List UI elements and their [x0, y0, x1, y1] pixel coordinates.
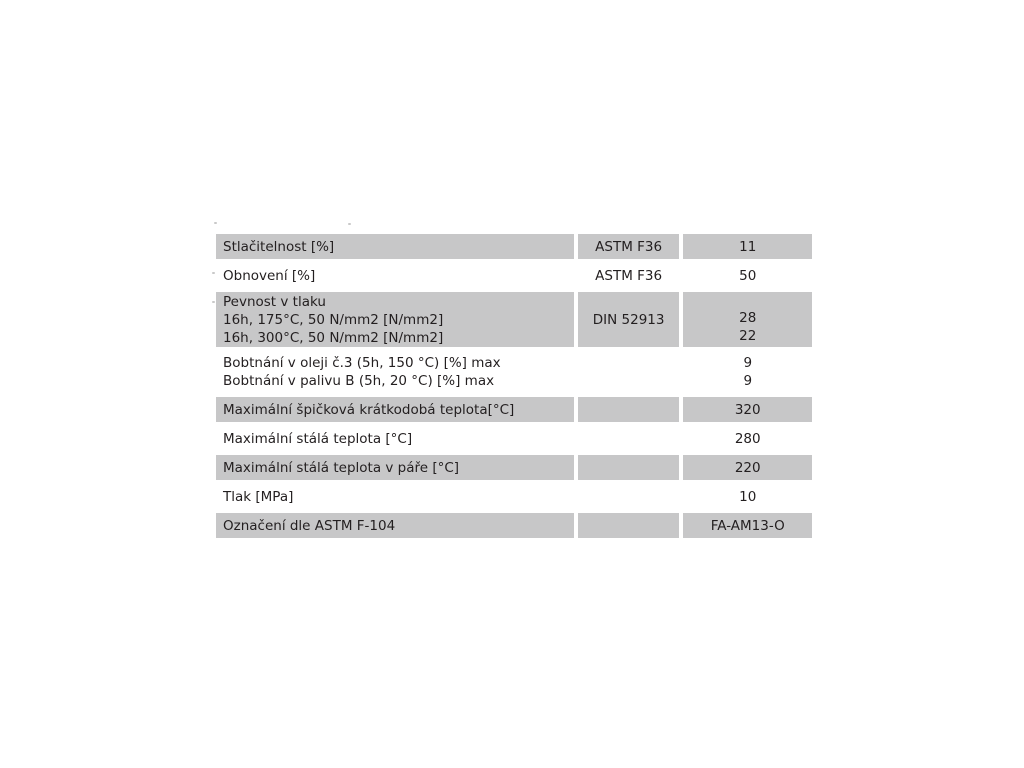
standard-cell: [578, 426, 680, 451]
value-text: 220: [734, 459, 761, 476]
standard-cell: [578, 484, 680, 509]
table-row: [216, 513, 812, 538]
standard-cell: [578, 397, 680, 422]
value-cell: [683, 397, 812, 422]
property-text: Maximální stálá teplota [°C]: [223, 430, 413, 447]
value-text: 9: [743, 355, 753, 371]
value-text: 280: [734, 430, 761, 447]
property-cell: [216, 484, 574, 509]
table-row: [216, 426, 812, 451]
spec-table: [216, 234, 812, 542]
table-row: [216, 351, 812, 393]
value-text: 10: [739, 488, 757, 505]
table-row: [216, 263, 812, 288]
value-text: 11: [739, 238, 757, 255]
property-text: Označení dle ASTM F-104: [223, 517, 396, 534]
table-row: [216, 397, 812, 422]
property-cell: [216, 234, 574, 259]
value-cell: [683, 513, 812, 538]
property-cell: [216, 397, 574, 422]
value-text: 50: [739, 267, 757, 284]
property-cell: [216, 426, 574, 451]
property-cell: [216, 263, 574, 288]
value-cell: [683, 426, 812, 451]
property-text: Obnovení [%]: [223, 267, 316, 284]
property-cell: [216, 292, 574, 347]
scan-mark: [212, 272, 215, 274]
scan-mark: [348, 223, 351, 225]
value-cell: [683, 484, 812, 509]
standard-cell: ASTM F36: [595, 267, 663, 284]
property-cell: [216, 351, 574, 393]
property-text: Tlak [MPa]: [223, 488, 294, 505]
property-cell: [216, 513, 574, 538]
property-text: Stlačitelnost [%]: [223, 238, 335, 255]
standard-cell: [578, 513, 680, 538]
scan-mark: [214, 222, 217, 224]
property-cell: [216, 455, 574, 480]
standard-cell: DIN 52913: [578, 292, 680, 347]
value-cell: [683, 351, 812, 393]
property-text: Maximální stálá teplota v páře [°C]: [223, 459, 460, 476]
value-text: 320: [734, 401, 761, 418]
property-text: Maximální špičková krátkodobá teplota[°C]: [223, 401, 515, 418]
standard-cell: ASTM F36: [578, 234, 680, 259]
standard-cell: [578, 351, 680, 393]
table-row: [216, 484, 812, 509]
scan-mark: [212, 301, 215, 303]
value-text: FA-AM13-O: [710, 517, 785, 534]
value-cell: [683, 263, 812, 288]
property-text: Bobtnání v oleji č.3 (5h, 150 °C) [%] max: [223, 355, 501, 371]
value-cell: [683, 455, 812, 480]
table-row: [216, 234, 812, 259]
value-text: 9: [743, 373, 753, 389]
property-text: Bobtnání v palivu B (5h, 20 °C) [%] max: [223, 373, 495, 389]
value-cell: [683, 234, 812, 259]
property-text: Pevnost v tlaku: [223, 293, 326, 310]
property-text: 16h, 300°C, 50 N/mm2 [N/mm2]: [223, 329, 444, 346]
table-row: [216, 455, 812, 480]
property-text: 16h, 175°C, 50 N/mm2 [N/mm2]: [223, 311, 444, 328]
table-row: [216, 292, 812, 347]
value-text: 28: [739, 310, 757, 326]
value-cell: [683, 292, 812, 347]
value-text: 22: [739, 328, 757, 344]
standard-cell: [578, 455, 680, 480]
